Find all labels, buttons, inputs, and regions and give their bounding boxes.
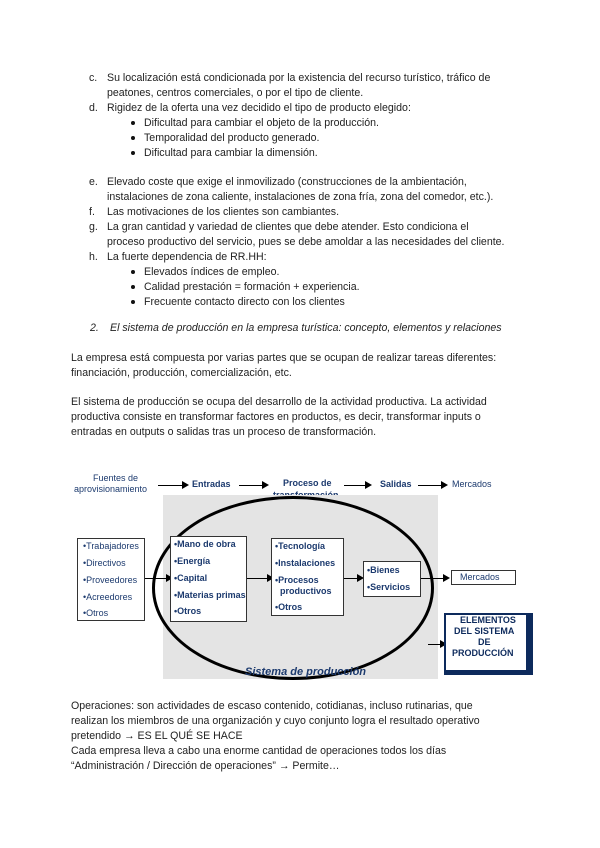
list-h-bullet-1: Elevados índices de empleo. bbox=[144, 266, 280, 278]
source-item: •Proveedores bbox=[83, 575, 138, 585]
production-system-diagram bbox=[68, 468, 538, 678]
source-item: •Trabajadores bbox=[83, 541, 139, 551]
arrow-head-icon bbox=[262, 481, 269, 489]
list-c-line-1: Su localización está condicionada por la existencia del recurso turístico, tráfico de bbox=[107, 72, 491, 84]
list-d-bullet-2: Temporalidad del producto generado. bbox=[144, 132, 320, 144]
market-label: Mercados bbox=[460, 572, 500, 582]
para3-line-1: Operaciones: son actividades de escaso contenido, cotidianas, incluso rutinarias, que bbox=[71, 700, 473, 712]
para3-line-5: “Administración / Dirección de operaciones” → Permite… bbox=[71, 760, 340, 772]
process-item: •Procesos bbox=[275, 575, 319, 585]
list-h-bullet-2: Calidad prestación = formación + experiencia. bbox=[144, 281, 360, 293]
para1-line-1: La empresa está compuesta por varias partes que se ocupan de realizar tareas diferentes: bbox=[71, 352, 497, 364]
list-marker-d: d. bbox=[89, 102, 98, 114]
list-d-text: Rigidez de la oferta una vez decidido el tipo de producto elegido: bbox=[107, 102, 411, 114]
process-item: •Instalaciones bbox=[275, 558, 336, 568]
input-item: •Capital bbox=[174, 573, 208, 583]
para3-line-4: Cada empresa lleva a cabo una enorme cantidad de operaciones todos los días bbox=[71, 745, 447, 757]
elements-label-line-3: DE bbox=[478, 637, 491, 647]
bullet-icon bbox=[131, 285, 135, 289]
process-item: •Tecnología bbox=[275, 541, 325, 551]
top-entradas: Entradas bbox=[192, 479, 231, 489]
list-h-text: La fuerte dependencia de RR.HH: bbox=[107, 251, 267, 263]
section-heading: El sistema de producción en la empresa turística: concepto, elementos y relaciones bbox=[110, 322, 502, 334]
flow-arrow bbox=[239, 485, 264, 486]
flow-arrow bbox=[344, 485, 367, 486]
elements-label-line-1: ELEMENTOS bbox=[460, 615, 516, 625]
flow-arrow bbox=[421, 578, 445, 579]
process-item: productivos bbox=[280, 586, 332, 596]
list-marker-e: e. bbox=[89, 176, 98, 188]
bullet-icon bbox=[131, 136, 135, 140]
list-marker-h: h. bbox=[89, 251, 98, 263]
list-e-line-2: instalaciones de zona caliente, instalaciones de zona fría, zona del comedor, etc.). bbox=[107, 191, 494, 203]
source-item: •Acreedores bbox=[83, 592, 133, 602]
list-g-line-2: proceso productivo del servicio, pues se debe amoldar a las necesidades del cliente. bbox=[107, 236, 505, 248]
list-d-bullet-3: Dificultad para cambiar la dimensión. bbox=[144, 147, 318, 159]
input-item: •Materias primas bbox=[174, 590, 246, 600]
elements-label-line-2: DEL SISTEMA bbox=[454, 626, 515, 636]
arrow-head-icon bbox=[443, 574, 450, 582]
output-item: •Servicios bbox=[367, 582, 411, 592]
elements-label-line-4: PRODUCCIÓN bbox=[452, 648, 514, 658]
list-f-text: Las motivaciones de los clientes son cambiantes. bbox=[107, 206, 340, 218]
top-fuentes-line-1: Fuentes de bbox=[93, 473, 139, 483]
source-item: •Otros bbox=[83, 608, 109, 618]
bullet-icon bbox=[131, 151, 135, 155]
arrow-head-icon bbox=[182, 481, 189, 489]
para2-line-1: El sistema de producción se ocupa del desarrollo de la actividad productiva. La actividad bbox=[71, 396, 487, 408]
arrow-head-icon bbox=[441, 481, 448, 489]
list-d-bullet-1: Dificultad para cambiar el objeto de la producción. bbox=[144, 117, 379, 129]
top-proceso-line-1: Proceso de bbox=[283, 478, 332, 488]
section-number: 2. bbox=[90, 322, 99, 334]
top-fuentes-line-2: aprovisionamiento bbox=[74, 484, 148, 494]
list-e-line-1: Elevado coste que exige el inmovilizado (construcciones de la ambientación, bbox=[107, 176, 467, 188]
elements-box-shadow bbox=[527, 613, 533, 674]
flow-arrow bbox=[247, 578, 269, 579]
process-item: •Otros bbox=[275, 602, 303, 612]
input-item: •Mano de obra bbox=[174, 539, 236, 549]
para3-line-3: pretendido → ES EL QUÉ SE HACE bbox=[71, 730, 243, 742]
flow-arrow bbox=[418, 485, 443, 486]
list-h-bullet-3: Frecuente contacto directo con los clientes bbox=[144, 296, 345, 308]
arrow-head-icon bbox=[365, 481, 372, 489]
list-marker-c: c. bbox=[89, 72, 98, 84]
source-item: •Directivos bbox=[83, 558, 126, 568]
bullet-icon bbox=[131, 300, 135, 304]
input-item: •Energía bbox=[174, 556, 211, 566]
system-label: Sistema de producción bbox=[245, 666, 367, 678]
top-salidas: Salidas bbox=[380, 479, 412, 489]
para2-line-2: productiva consiste en transformar factores en productos, es decir, transformar inputs o bbox=[71, 411, 481, 423]
bullet-icon bbox=[131, 270, 135, 274]
top-mercados: Mercados bbox=[452, 479, 492, 489]
bullet-icon bbox=[131, 121, 135, 125]
elements-box-shadow bbox=[444, 671, 533, 675]
flow-arrow bbox=[145, 578, 168, 579]
para3-line-2: realizan los miembros de una organización y cuyo conjunto logra el resultado operativo bbox=[71, 715, 480, 727]
list-marker-f: f. bbox=[89, 206, 95, 218]
list-c-line-2: peatones, centros comerciales, o por el tipo de cliente. bbox=[107, 87, 364, 99]
input-item: •Otros bbox=[174, 606, 202, 616]
list-g-line-1: La gran cantidad y variedad de clientes que debe atender. Esto condiciona el bbox=[107, 221, 469, 233]
para1-line-2: financiación, producción, comercialización, etc. bbox=[71, 367, 292, 379]
flow-arrow bbox=[158, 485, 184, 486]
list-marker-g: g. bbox=[89, 221, 98, 233]
output-item: •Bienes bbox=[367, 565, 400, 575]
para2-line-3: entradas en outputs o salidas tras un proceso de transformación. bbox=[71, 426, 377, 438]
